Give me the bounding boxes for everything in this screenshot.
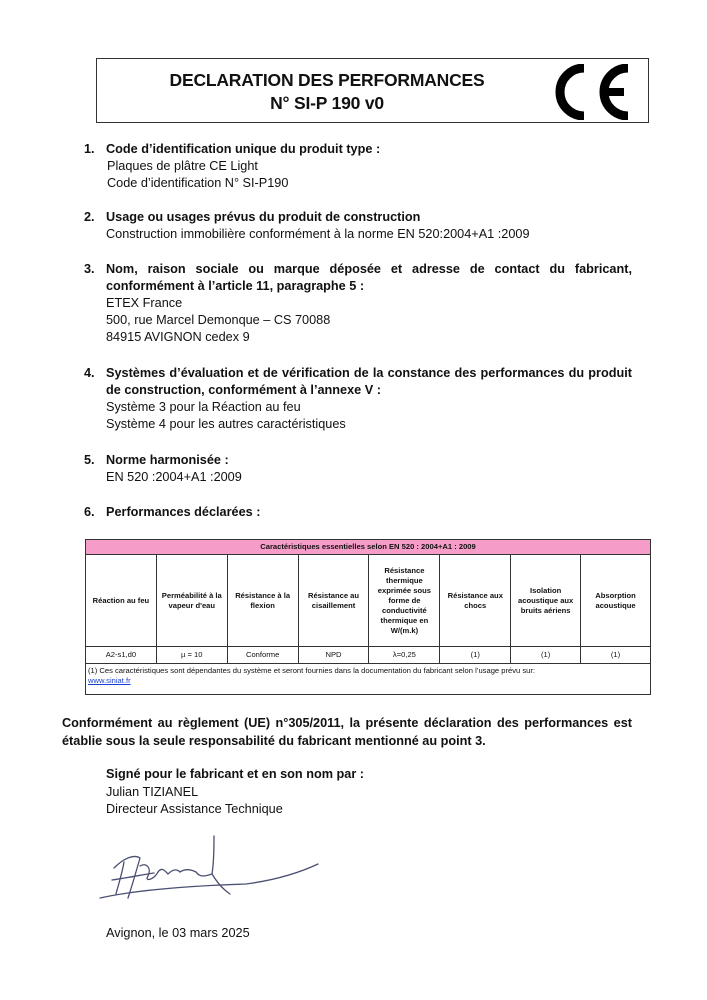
section-2 — [84, 209, 632, 243]
table-row — [86, 647, 651, 664]
section-heading: Nom, raison sociale ou marque déposée et adresse de contact du fabricant, conformément à l’article 11, paragraphe 5 : — [106, 262, 632, 293]
table-cell: NPD — [298, 647, 369, 664]
conformity-statement: Conformément au règlement (UE) n°305/2011, la présente déclaration des performances est établie sous la seule responsabilité du fabricant mentionné au point 3. — [62, 716, 632, 748]
manufacturer-address: 500, rue Marcel Demonque – CS 70088 — [106, 313, 331, 327]
place-date: Avignon, le 03 mars 2025 — [106, 926, 250, 940]
table-header-row — [86, 555, 651, 647]
column-header: Perméabilité à la vapeur d'eau — [156, 555, 227, 647]
signatory-role: Directeur Assistance Technique — [106, 802, 283, 816]
signatory-heading: Signé pour le fabricant et en son nom par : — [106, 767, 365, 781]
system-other: Système 4 pour les autres caractéristiques — [106, 417, 346, 431]
table-cell: (1) — [511, 647, 581, 664]
section-heading: Code d’identification unique du produit type : — [106, 142, 381, 156]
section-heading: Usage ou usages prévus du produit de construction — [106, 210, 421, 224]
signatory-block — [106, 766, 364, 819]
table-cell: Conforme — [227, 647, 298, 664]
manufacturer-name: ETEX France — [106, 296, 183, 310]
ce-mark-icon — [548, 64, 630, 120]
section-number: 2. — [84, 210, 95, 224]
table-cell: A2-s1,d0 — [86, 647, 157, 664]
column-header: Réaction au feu — [86, 555, 157, 647]
table-cell: (1) — [440, 647, 511, 664]
handwritten-signature — [96, 828, 326, 908]
title-line-1: DECLARATION DES PERFORMANCES — [169, 70, 485, 90]
system-fire: Système 3 pour la Réaction au feu — [106, 400, 301, 414]
column-header: Résistance thermique exprimée sous forme de conductivité thermique en W/(m.k) — [369, 555, 440, 647]
signatory-name: Julian TIZIANEL — [106, 784, 199, 799]
section-number: 6. — [84, 505, 95, 519]
column-header: Résistance à la flexion — [227, 555, 298, 647]
title-box — [96, 58, 649, 123]
section-3 — [84, 261, 632, 346]
section-number: 3. — [84, 262, 95, 276]
table-caption-row — [86, 540, 651, 555]
manufacturer-city: 84915 AVIGNON cedex 9 — [106, 330, 250, 344]
column-header: Isolation acoustique aux bruits aériens — [511, 555, 581, 647]
table-note — [86, 664, 651, 695]
column-header: Absorption acoustique — [581, 555, 651, 647]
performance-table — [85, 539, 651, 695]
note-text: (1) Ces caractéristiques sont dépendantes du système et seront fournies dans la documentation du fabricant selon l’usage prévu sur: — [88, 666, 536, 675]
section-number: 4. — [84, 366, 95, 380]
table-caption: Caractéristiques essentielles selon EN 520 : 2004+A1 : 2009 — [86, 540, 651, 555]
table-cell: µ = 10 — [156, 647, 227, 664]
document-title — [97, 69, 557, 115]
section-6 — [84, 504, 632, 521]
product-name: Plaques de plâtre CE Light — [107, 159, 258, 173]
title-line-2: N° SI-P 190 v0 — [270, 93, 384, 113]
section-number: 1. — [84, 142, 95, 156]
table-note-row — [86, 664, 651, 695]
table-cell: (1) — [581, 647, 651, 664]
harmonised-standard: EN 520 :2004+A1 :2009 — [106, 470, 242, 484]
product-code: Code d’identification N° SI-P190 — [107, 176, 289, 190]
section-1 — [84, 141, 632, 192]
section-heading: Norme harmonisée : — [106, 453, 229, 467]
section-4 — [84, 365, 632, 433]
section-heading: Performances déclarées : — [106, 505, 261, 519]
table-cell: λ=0,25 — [369, 647, 440, 664]
section-heading: Systèmes d’évaluation et de vérification de la constance des performances du produit de construction, conformément à l’annexe V : — [106, 366, 632, 397]
intended-use: Construction immobilière conformément à la norme EN 520:2004+A1 :2009 — [106, 227, 530, 241]
column-header: Résistance aux chocs — [440, 555, 511, 647]
siniat-link[interactable]: www.siniat.fr — [88, 676, 131, 685]
section-5 — [84, 452, 632, 486]
column-header: Résistance au cisaillement — [298, 555, 369, 647]
section-number: 5. — [84, 453, 95, 467]
